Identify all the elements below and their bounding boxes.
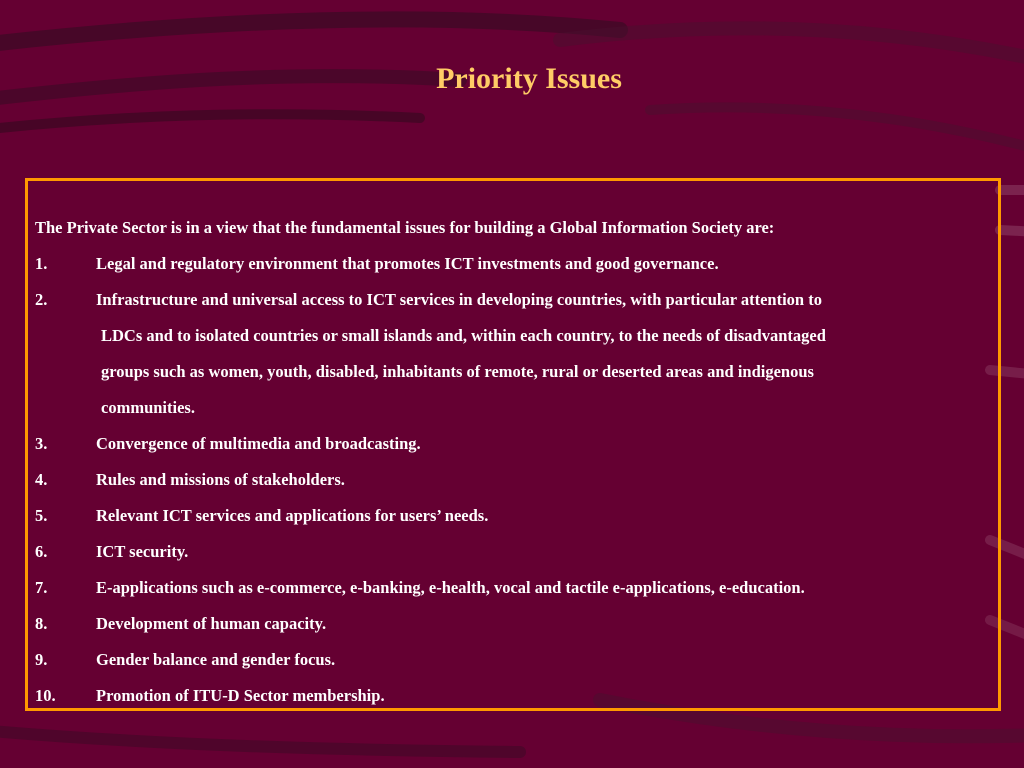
item-continuation: groups such as women, youth, disabled, inhabitants of remote, rural or deserted areas and indigenous <box>101 362 814 381</box>
item-text: Infrastructure and universal access to ICT services in developing countries, with particular attention to <box>96 290 822 309</box>
item-text: E-applications such as e-commerce, e-banking, e-health, vocal and tactile e-applications, e-education. <box>96 578 805 597</box>
list-item <box>35 282 995 318</box>
item-number: 4. <box>35 470 48 489</box>
slide-title: Priority Issues <box>436 62 622 95</box>
issues-list <box>35 210 995 714</box>
list-item <box>35 426 995 462</box>
item-text: Rules and missions of stakeholders. <box>96 470 345 489</box>
item-number: 6. <box>35 542 48 561</box>
intro-text: The Private Sector is in a view that the fundamental issues for building a Global Information Society are: <box>35 218 775 237</box>
item-text: ICT security. <box>96 542 189 561</box>
list-item <box>35 642 995 678</box>
list-item <box>35 246 995 282</box>
item-text: Convergence of multimedia and broadcasting. <box>96 434 421 453</box>
item-text: Gender balance and gender focus. <box>96 650 336 669</box>
item-number: 5. <box>35 506 48 525</box>
item-text: Development of human capacity. <box>96 614 327 633</box>
item-number: 3. <box>35 434 48 453</box>
item-number: 10. <box>35 686 56 705</box>
item-text: Promotion of ITU-D Sector membership. <box>96 686 385 705</box>
item-number: 2. <box>35 290 48 309</box>
list-item <box>35 498 995 534</box>
list-item <box>35 678 995 714</box>
item-number: 9. <box>35 650 48 669</box>
item-number: 7. <box>35 578 48 597</box>
item-text: Relevant ICT services and applications for users’ needs. <box>96 506 489 525</box>
list-item <box>35 606 995 642</box>
item-number: 8. <box>35 614 48 633</box>
item-continuation: communities. <box>101 398 195 417</box>
list-item <box>35 462 995 498</box>
item-text: Legal and regulatory environment that promotes ICT investments and good governance. <box>96 254 719 273</box>
item-continuation: LDCs and to isolated countries or small islands and, within each country, to the needs of disadvantaged <box>101 326 826 345</box>
item-number: 1. <box>35 254 48 273</box>
list-item <box>35 570 995 606</box>
list-item <box>35 534 995 570</box>
